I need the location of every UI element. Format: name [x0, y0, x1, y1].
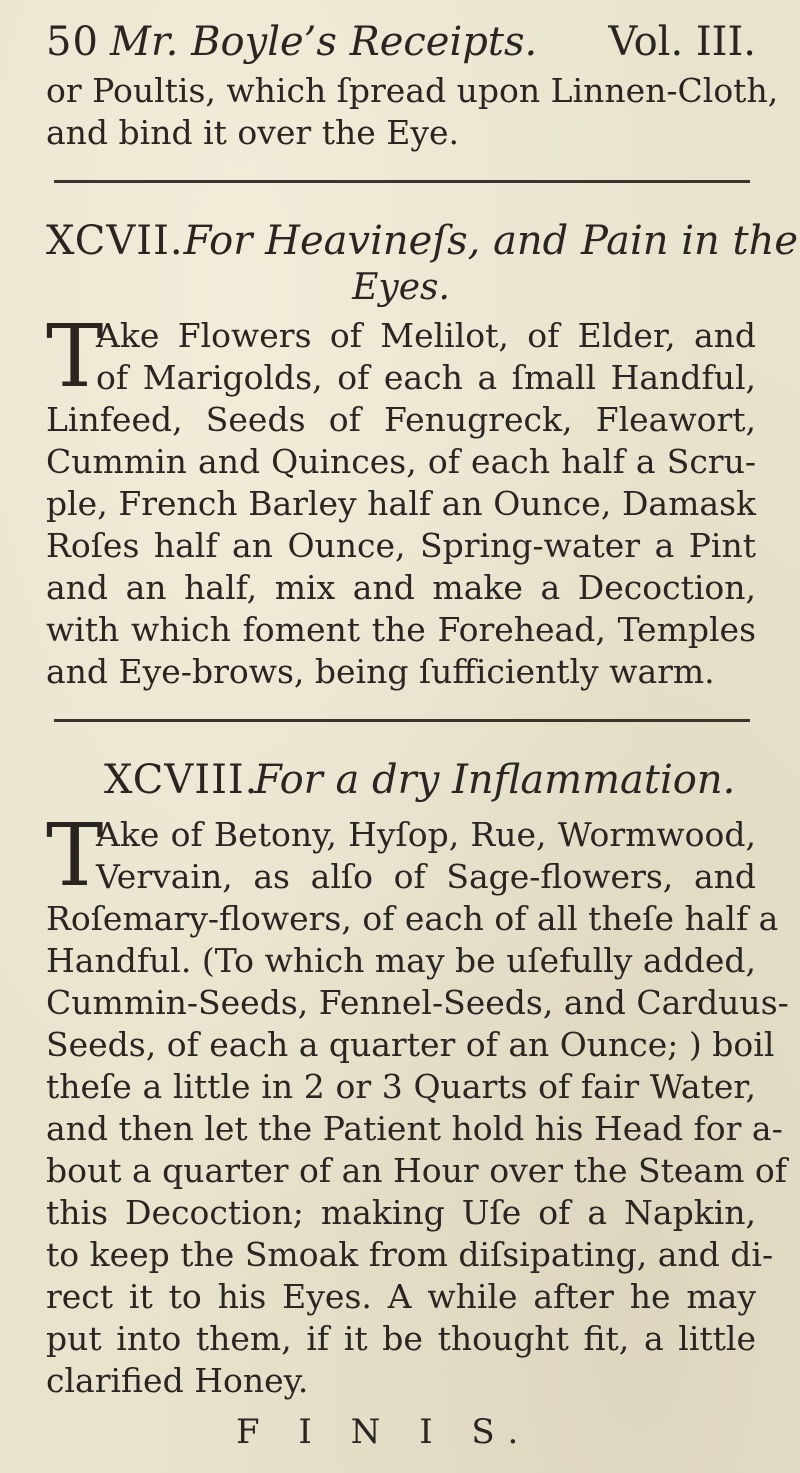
text-line: put into them, if it be thought fit, a little	[46, 1319, 756, 1358]
text-line: of Marigolds, of each a ſmall Handful,	[96, 358, 756, 397]
section-title: For Heavineſs, and Pain in the	[183, 218, 799, 264]
page-number: 50	[46, 19, 99, 65]
text-line: theſe a little in 2 or 3 Quarts of fair Water,	[46, 1067, 756, 1106]
text-line: and Eye-brows, being ſufficiently warm.	[46, 652, 715, 691]
text-line: with which foment the Forehead, Temples	[46, 610, 756, 649]
section-title: For a dry Inflammation.	[254, 757, 736, 803]
section-numeral: XCVIII.	[104, 757, 259, 803]
text-line: ple, French Barley half an Ounce, Damask	[46, 484, 756, 523]
text-line: bout a quarter of an Hour over the Steam of	[46, 1151, 787, 1190]
text-line: Ake of Betony, Hyſop, Rue, Wormwood,	[96, 815, 756, 854]
section-heading-98	[46, 756, 756, 804]
text-line: Linfeed, Seeds of Fenugreck, Fleawort,	[46, 400, 756, 439]
text-line: Roſes half an Ounce, Spring-water a Pint	[46, 526, 756, 565]
text-line: this Decoction; making Uſe of a Napkin,	[46, 1193, 756, 1232]
text-line: Cummin and Quinces, of each half a Scru-	[46, 442, 756, 481]
text-line: and then let the Patient hold his Head for a-	[46, 1109, 783, 1148]
section-98-body	[46, 806, 789, 1402]
section-heading-97	[46, 217, 799, 265]
text-line: Roſemary-flowers, of each of all theſe half a	[46, 899, 779, 938]
text-line: Ake Flowers of Melilot, of Elder, and	[96, 316, 756, 355]
text-line: Cummin-Seeds, Fennel-Seeds, and Carduus-	[46, 983, 789, 1022]
text-line: Seeds, of each a quarter of an Ounce; ) boil	[46, 1025, 775, 1064]
drop-cap: T	[46, 307, 104, 407]
text-line: clarified Honey.	[46, 1361, 309, 1400]
text-line: rect it to his Eyes. A while after he may	[46, 1277, 756, 1316]
text-line: and an half, mix and make a Decoction,	[46, 568, 756, 607]
intro-paragraph	[46, 70, 779, 154]
text-line: and bind it over the Eye.	[46, 113, 459, 152]
section-title-continuation: Eyes.	[352, 267, 450, 308]
running-head	[46, 18, 756, 70]
drop-cap: T	[46, 806, 104, 906]
section-divider	[54, 719, 750, 722]
text-line: to keep the Smoak from diſsipating, and di-	[46, 1235, 774, 1274]
volume-label: Vol. III.	[608, 19, 756, 65]
text-line: Handful. (To which may be uſefully added,	[46, 941, 756, 980]
text-line: Vervain, as alſo of Sage-flowers, and	[96, 857, 756, 896]
section-numeral: XCVII.	[46, 218, 184, 264]
section-97-body	[46, 307, 756, 693]
finis: F I N I S.	[236, 1412, 533, 1452]
text-line: or Poultis, which ſpread upon Linnen-Cloth,	[46, 71, 779, 110]
running-title: Mr. Boyle’s Receipts.	[110, 19, 538, 65]
section-divider	[54, 180, 750, 183]
